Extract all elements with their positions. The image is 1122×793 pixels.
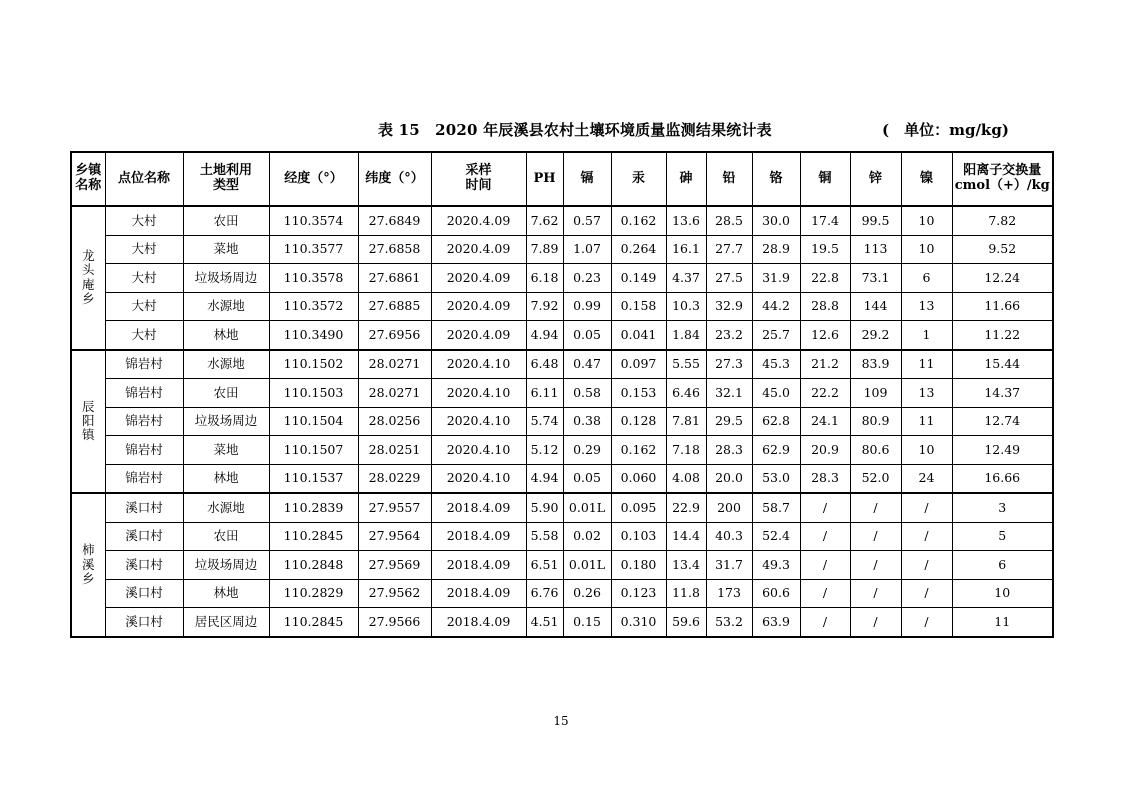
chromium-cell: 62.8	[752, 407, 800, 436]
table-row	[71, 292, 1053, 321]
cec-cell: 6	[952, 551, 1053, 580]
latitude-cell: 27.9569	[358, 551, 431, 580]
table-title: 表 15 2020 年辰溪县农村土壤环境质量监测结果统计表	[378, 121, 772, 139]
zinc-cell: 113	[850, 235, 901, 264]
ph-cell: 7.89	[526, 235, 563, 264]
nickel-cell: 11	[901, 350, 952, 379]
sampling-time-cell: 2018.4.09	[431, 493, 526, 522]
arsenic-cell: 6.46	[666, 379, 706, 408]
header-sampling-time: 采样 时间	[431, 152, 526, 206]
sampling-time-cell: 2020.4.09	[431, 321, 526, 350]
arsenic-cell: 14.4	[666, 522, 706, 551]
copper-cell: 22.8	[800, 264, 850, 293]
lead-cell: 23.2	[706, 321, 752, 350]
nickel-cell: 10	[901, 235, 952, 264]
copper-cell: /	[800, 522, 850, 551]
mercury-cell: 0.153	[611, 379, 666, 408]
cadmium-cell: 0.05	[563, 464, 611, 493]
town-name-char: 柿	[81, 542, 95, 558]
site-cell: 锦岩村	[105, 464, 183, 493]
ph-cell: 6.18	[526, 264, 563, 293]
table-row	[71, 493, 1053, 522]
mercury-cell: 0.095	[611, 493, 666, 522]
copper-cell: 12.6	[800, 321, 850, 350]
chromium-cell: 52.4	[752, 522, 800, 551]
zinc-cell: 80.6	[850, 436, 901, 465]
ph-cell: 5.90	[526, 493, 563, 522]
latitude-cell: 28.0251	[358, 436, 431, 465]
zinc-cell: 83.9	[850, 350, 901, 379]
zinc-cell: 80.9	[850, 407, 901, 436]
cadmium-cell: 0.99	[563, 292, 611, 321]
site-cell: 溪口村	[105, 608, 183, 637]
zinc-cell: 109	[850, 379, 901, 408]
site-cell: 大村	[105, 292, 183, 321]
nickel-cell: 11	[901, 407, 952, 436]
nickel-cell: 13	[901, 379, 952, 408]
arsenic-cell: 13.4	[666, 551, 706, 580]
ph-cell: 6.11	[526, 379, 563, 408]
landuse-cell: 居民区周边	[183, 608, 269, 637]
mercury-cell: 0.103	[611, 522, 666, 551]
chromium-cell: 60.6	[752, 579, 800, 608]
cec-cell: 7.82	[952, 206, 1053, 235]
town-name-char: 庵	[81, 276, 95, 292]
header-nickel: 镍	[901, 152, 952, 206]
ph-cell: 6.76	[526, 579, 563, 608]
copper-cell: 17.4	[800, 206, 850, 235]
cadmium-cell: 0.57	[563, 206, 611, 235]
latitude-cell: 27.6849	[358, 206, 431, 235]
cadmium-cell: 0.01L	[563, 551, 611, 580]
longitude-cell: 110.2848	[269, 551, 358, 580]
longitude-cell: 110.1507	[269, 436, 358, 465]
table-body	[71, 206, 1053, 637]
nickel-cell: 13	[901, 292, 952, 321]
town-name-char: 龙	[81, 248, 95, 263]
cec-cell: 11	[952, 608, 1053, 637]
site-cell: 锦岩村	[105, 350, 183, 379]
lead-cell: 32.9	[706, 292, 752, 321]
copper-cell: 19.5	[800, 235, 850, 264]
zinc-cell: 144	[850, 292, 901, 321]
header-cec: 阳离子交换量 cmol（+）/kg	[952, 152, 1053, 206]
lead-cell: 27.5	[706, 264, 752, 293]
cadmium-cell: 0.05	[563, 321, 611, 350]
site-cell: 大村	[105, 264, 183, 293]
table-row	[71, 522, 1053, 551]
longitude-cell: 110.1502	[269, 350, 358, 379]
table-row	[71, 379, 1053, 408]
lead-cell: 53.2	[706, 608, 752, 637]
arsenic-cell: 4.08	[666, 464, 706, 493]
cec-cell: 10	[952, 579, 1053, 608]
arsenic-cell: 1.84	[666, 321, 706, 350]
chromium-cell: 25.7	[752, 321, 800, 350]
arsenic-cell: 13.6	[666, 206, 706, 235]
copper-cell: 20.9	[800, 436, 850, 465]
copper-cell: 28.8	[800, 292, 850, 321]
header-landuse: 土地利用 类型	[183, 152, 269, 206]
nickel-cell: /	[901, 522, 952, 551]
latitude-cell: 28.0229	[358, 464, 431, 493]
chromium-cell: 62.9	[752, 436, 800, 465]
cec-cell: 12.24	[952, 264, 1053, 293]
town-name-char: 辰	[81, 398, 95, 414]
sampling-time-cell: 2020.4.10	[431, 464, 526, 493]
chromium-cell: 53.0	[752, 464, 800, 493]
chromium-cell: 44.2	[752, 292, 800, 321]
ph-cell: 5.58	[526, 522, 563, 551]
cadmium-cell: 0.23	[563, 264, 611, 293]
mercury-cell: 0.162	[611, 436, 666, 465]
table-row	[71, 608, 1053, 637]
site-cell: 溪口村	[105, 493, 183, 522]
latitude-cell: 27.9566	[358, 608, 431, 637]
ph-cell: 7.62	[526, 206, 563, 235]
cec-cell: 11.22	[952, 321, 1053, 350]
mercury-cell: 0.310	[611, 608, 666, 637]
site-cell: 锦岩村	[105, 379, 183, 408]
sampling-time-cell: 2020.4.09	[431, 292, 526, 321]
zinc-cell: 52.0	[850, 464, 901, 493]
header-town: 乡镇 名称	[71, 152, 105, 206]
ph-cell: 5.12	[526, 436, 563, 465]
town-name-char: 镇	[81, 427, 95, 443]
sampling-time-cell: 2018.4.09	[431, 579, 526, 608]
lead-cell: 200	[706, 493, 752, 522]
zinc-cell: /	[850, 551, 901, 580]
zinc-cell: 29.2	[850, 321, 901, 350]
town-name-char: 头	[81, 262, 95, 278]
zinc-cell: /	[850, 579, 901, 608]
mercury-cell: 0.041	[611, 321, 666, 350]
nickel-cell: 10	[901, 436, 952, 465]
sampling-time-cell: 2020.4.10	[431, 407, 526, 436]
site-cell: 锦岩村	[105, 436, 183, 465]
arsenic-cell: 5.55	[666, 350, 706, 379]
chromium-cell: 45.0	[752, 379, 800, 408]
longitude-cell: 110.2845	[269, 522, 358, 551]
landuse-cell: 水源地	[183, 292, 269, 321]
lead-cell: 27.7	[706, 235, 752, 264]
lead-cell: 173	[706, 579, 752, 608]
site-cell: 溪口村	[105, 579, 183, 608]
arsenic-cell: 16.1	[666, 235, 706, 264]
copper-cell: /	[800, 551, 850, 580]
site-cell: 大村	[105, 206, 183, 235]
header-latitude: 纬度（°）	[358, 152, 431, 206]
latitude-cell: 28.0256	[358, 407, 431, 436]
header-site: 点位名称	[105, 152, 183, 206]
town-name-cell	[71, 350, 105, 494]
header-ph: PH	[526, 152, 563, 206]
landuse-cell: 垃圾场周边	[183, 551, 269, 580]
sampling-time-cell: 2018.4.09	[431, 522, 526, 551]
sampling-time-cell: 2020.4.10	[431, 436, 526, 465]
lead-cell: 28.3	[706, 436, 752, 465]
table-row	[71, 579, 1053, 608]
latitude-cell: 28.0271	[358, 379, 431, 408]
town-name-cell	[71, 206, 105, 350]
longitude-cell: 110.3577	[269, 235, 358, 264]
table-row	[71, 464, 1053, 493]
nickel-cell: /	[901, 551, 952, 580]
sampling-time-cell: 2020.4.09	[431, 235, 526, 264]
ph-cell: 4.51	[526, 608, 563, 637]
arsenic-cell: 7.81	[666, 407, 706, 436]
ph-cell: 6.51	[526, 551, 563, 580]
longitude-cell: 110.3572	[269, 292, 358, 321]
header-copper: 铜	[800, 152, 850, 206]
cadmium-cell: 0.38	[563, 407, 611, 436]
mercury-cell: 0.158	[611, 292, 666, 321]
cadmium-cell: 0.58	[563, 379, 611, 408]
mercury-cell: 0.097	[611, 350, 666, 379]
longitude-cell: 110.3490	[269, 321, 358, 350]
nickel-cell: /	[901, 608, 952, 637]
ph-cell: 5.74	[526, 407, 563, 436]
town-name-char: 阳	[81, 413, 95, 429]
landuse-cell: 农田	[183, 206, 269, 235]
latitude-cell: 27.6885	[358, 292, 431, 321]
mercury-cell: 0.060	[611, 464, 666, 493]
town-name-char: 乡	[81, 291, 95, 307]
chromium-cell: 30.0	[752, 206, 800, 235]
cec-cell: 9.52	[952, 235, 1053, 264]
longitude-cell: 110.1504	[269, 407, 358, 436]
longitude-cell: 110.1537	[269, 464, 358, 493]
page-number: 15	[553, 714, 569, 728]
landuse-cell: 水源地	[183, 493, 269, 522]
chromium-cell: 49.3	[752, 551, 800, 580]
soil-quality-table	[70, 151, 1054, 638]
chromium-cell: 58.7	[752, 493, 800, 522]
cadmium-cell: 0.26	[563, 579, 611, 608]
sampling-time-cell: 2020.4.09	[431, 264, 526, 293]
header-lead: 铅	[706, 152, 752, 206]
mercury-cell: 0.180	[611, 551, 666, 580]
mercury-cell: 0.149	[611, 264, 666, 293]
zinc-cell: 73.1	[850, 264, 901, 293]
arsenic-cell: 59.6	[666, 608, 706, 637]
lead-cell: 20.0	[706, 464, 752, 493]
lead-cell: 27.3	[706, 350, 752, 379]
chromium-cell: 28.9	[752, 235, 800, 264]
table-row	[71, 264, 1053, 293]
cadmium-cell: 0.01L	[563, 493, 611, 522]
town-name-char: 溪	[81, 556, 95, 572]
cec-cell: 14.37	[952, 379, 1053, 408]
copper-cell: 21.2	[800, 350, 850, 379]
ph-cell: 7.92	[526, 292, 563, 321]
town-name-char: 乡	[81, 570, 95, 586]
table-row	[71, 407, 1053, 436]
arsenic-cell: 22.9	[666, 493, 706, 522]
table-row	[71, 350, 1053, 379]
latitude-cell: 27.9562	[358, 579, 431, 608]
longitude-cell: 110.2829	[269, 579, 358, 608]
chromium-cell: 31.9	[752, 264, 800, 293]
header-arsenic: 砷	[666, 152, 706, 206]
arsenic-cell: 11.8	[666, 579, 706, 608]
nickel-cell: 10	[901, 206, 952, 235]
sampling-time-cell: 2018.4.09	[431, 608, 526, 637]
cec-cell: 12.49	[952, 436, 1053, 465]
cadmium-cell: 0.47	[563, 350, 611, 379]
latitude-cell: 27.9564	[358, 522, 431, 551]
landuse-cell: 水源地	[183, 350, 269, 379]
arsenic-cell: 10.3	[666, 292, 706, 321]
landuse-cell: 林地	[183, 321, 269, 350]
table-row	[71, 206, 1053, 235]
mercury-cell: 0.128	[611, 407, 666, 436]
site-cell: 锦岩村	[105, 407, 183, 436]
ph-cell: 4.94	[526, 464, 563, 493]
lead-cell: 29.5	[706, 407, 752, 436]
landuse-cell: 垃圾场周边	[183, 264, 269, 293]
longitude-cell: 110.3578	[269, 264, 358, 293]
cec-cell: 11.66	[952, 292, 1053, 321]
site-cell: 溪口村	[105, 551, 183, 580]
cec-cell: 16.66	[952, 464, 1053, 493]
landuse-cell: 菜地	[183, 235, 269, 264]
header-zinc: 锌	[850, 152, 901, 206]
landuse-cell: 农田	[183, 522, 269, 551]
sampling-time-cell: 2020.4.09	[431, 206, 526, 235]
cec-cell: 5	[952, 522, 1053, 551]
cadmium-cell: 0.02	[563, 522, 611, 551]
header-longitude: 经度（°）	[269, 152, 358, 206]
lead-cell: 28.5	[706, 206, 752, 235]
nickel-cell: 6	[901, 264, 952, 293]
landuse-cell: 农田	[183, 379, 269, 408]
site-cell: 溪口村	[105, 522, 183, 551]
zinc-cell: /	[850, 522, 901, 551]
lead-cell: 32.1	[706, 379, 752, 408]
table-row	[71, 436, 1053, 465]
landuse-cell: 菜地	[183, 436, 269, 465]
lead-cell: 31.7	[706, 551, 752, 580]
header-row	[71, 152, 1053, 206]
mercury-cell: 0.123	[611, 579, 666, 608]
cec-cell: 12.74	[952, 407, 1053, 436]
header-chromium: 铬	[752, 152, 800, 206]
landuse-cell: 垃圾场周边	[183, 407, 269, 436]
table-row	[71, 321, 1053, 350]
mercury-cell: 0.264	[611, 235, 666, 264]
cadmium-cell: 1.07	[563, 235, 611, 264]
longitude-cell: 110.2839	[269, 493, 358, 522]
sampling-time-cell: 2020.4.10	[431, 379, 526, 408]
latitude-cell: 27.6858	[358, 235, 431, 264]
longitude-cell: 110.2845	[269, 608, 358, 637]
latitude-cell: 27.6956	[358, 321, 431, 350]
lead-cell: 40.3	[706, 522, 752, 551]
town-name-cell	[71, 493, 105, 637]
table-row	[71, 235, 1053, 264]
zinc-cell: /	[850, 493, 901, 522]
sampling-time-cell: 2020.4.10	[431, 350, 526, 379]
copper-cell: /	[800, 493, 850, 522]
copper-cell: /	[800, 608, 850, 637]
mercury-cell: 0.162	[611, 206, 666, 235]
landuse-cell: 林地	[183, 579, 269, 608]
latitude-cell: 27.9557	[358, 493, 431, 522]
zinc-cell: /	[850, 608, 901, 637]
unit-note: ( 单位：mg/kg)	[882, 121, 1009, 139]
cadmium-cell: 0.15	[563, 608, 611, 637]
site-cell: 大村	[105, 321, 183, 350]
ph-cell: 6.48	[526, 350, 563, 379]
copper-cell: /	[800, 579, 850, 608]
copper-cell: 24.1	[800, 407, 850, 436]
nickel-cell: /	[901, 493, 952, 522]
latitude-cell: 28.0271	[358, 350, 431, 379]
site-cell: 大村	[105, 235, 183, 264]
longitude-cell: 110.1503	[269, 379, 358, 408]
nickel-cell: 1	[901, 321, 952, 350]
latitude-cell: 27.6861	[358, 264, 431, 293]
header-mercury: 汞	[611, 152, 666, 206]
copper-cell: 28.3	[800, 464, 850, 493]
landuse-cell: 林地	[183, 464, 269, 493]
nickel-cell: /	[901, 579, 952, 608]
header-cadmium: 镉	[563, 152, 611, 206]
chromium-cell: 45.3	[752, 350, 800, 379]
longitude-cell: 110.3574	[269, 206, 358, 235]
nickel-cell: 24	[901, 464, 952, 493]
zinc-cell: 99.5	[850, 206, 901, 235]
chromium-cell: 63.9	[752, 608, 800, 637]
copper-cell: 22.2	[800, 379, 850, 408]
sampling-time-cell: 2018.4.09	[431, 551, 526, 580]
ph-cell: 4.94	[526, 321, 563, 350]
arsenic-cell: 7.18	[666, 436, 706, 465]
cec-cell: 3	[952, 493, 1053, 522]
cec-cell: 15.44	[952, 350, 1053, 379]
arsenic-cell: 4.37	[666, 264, 706, 293]
cadmium-cell: 0.29	[563, 436, 611, 465]
table-row	[71, 551, 1053, 580]
